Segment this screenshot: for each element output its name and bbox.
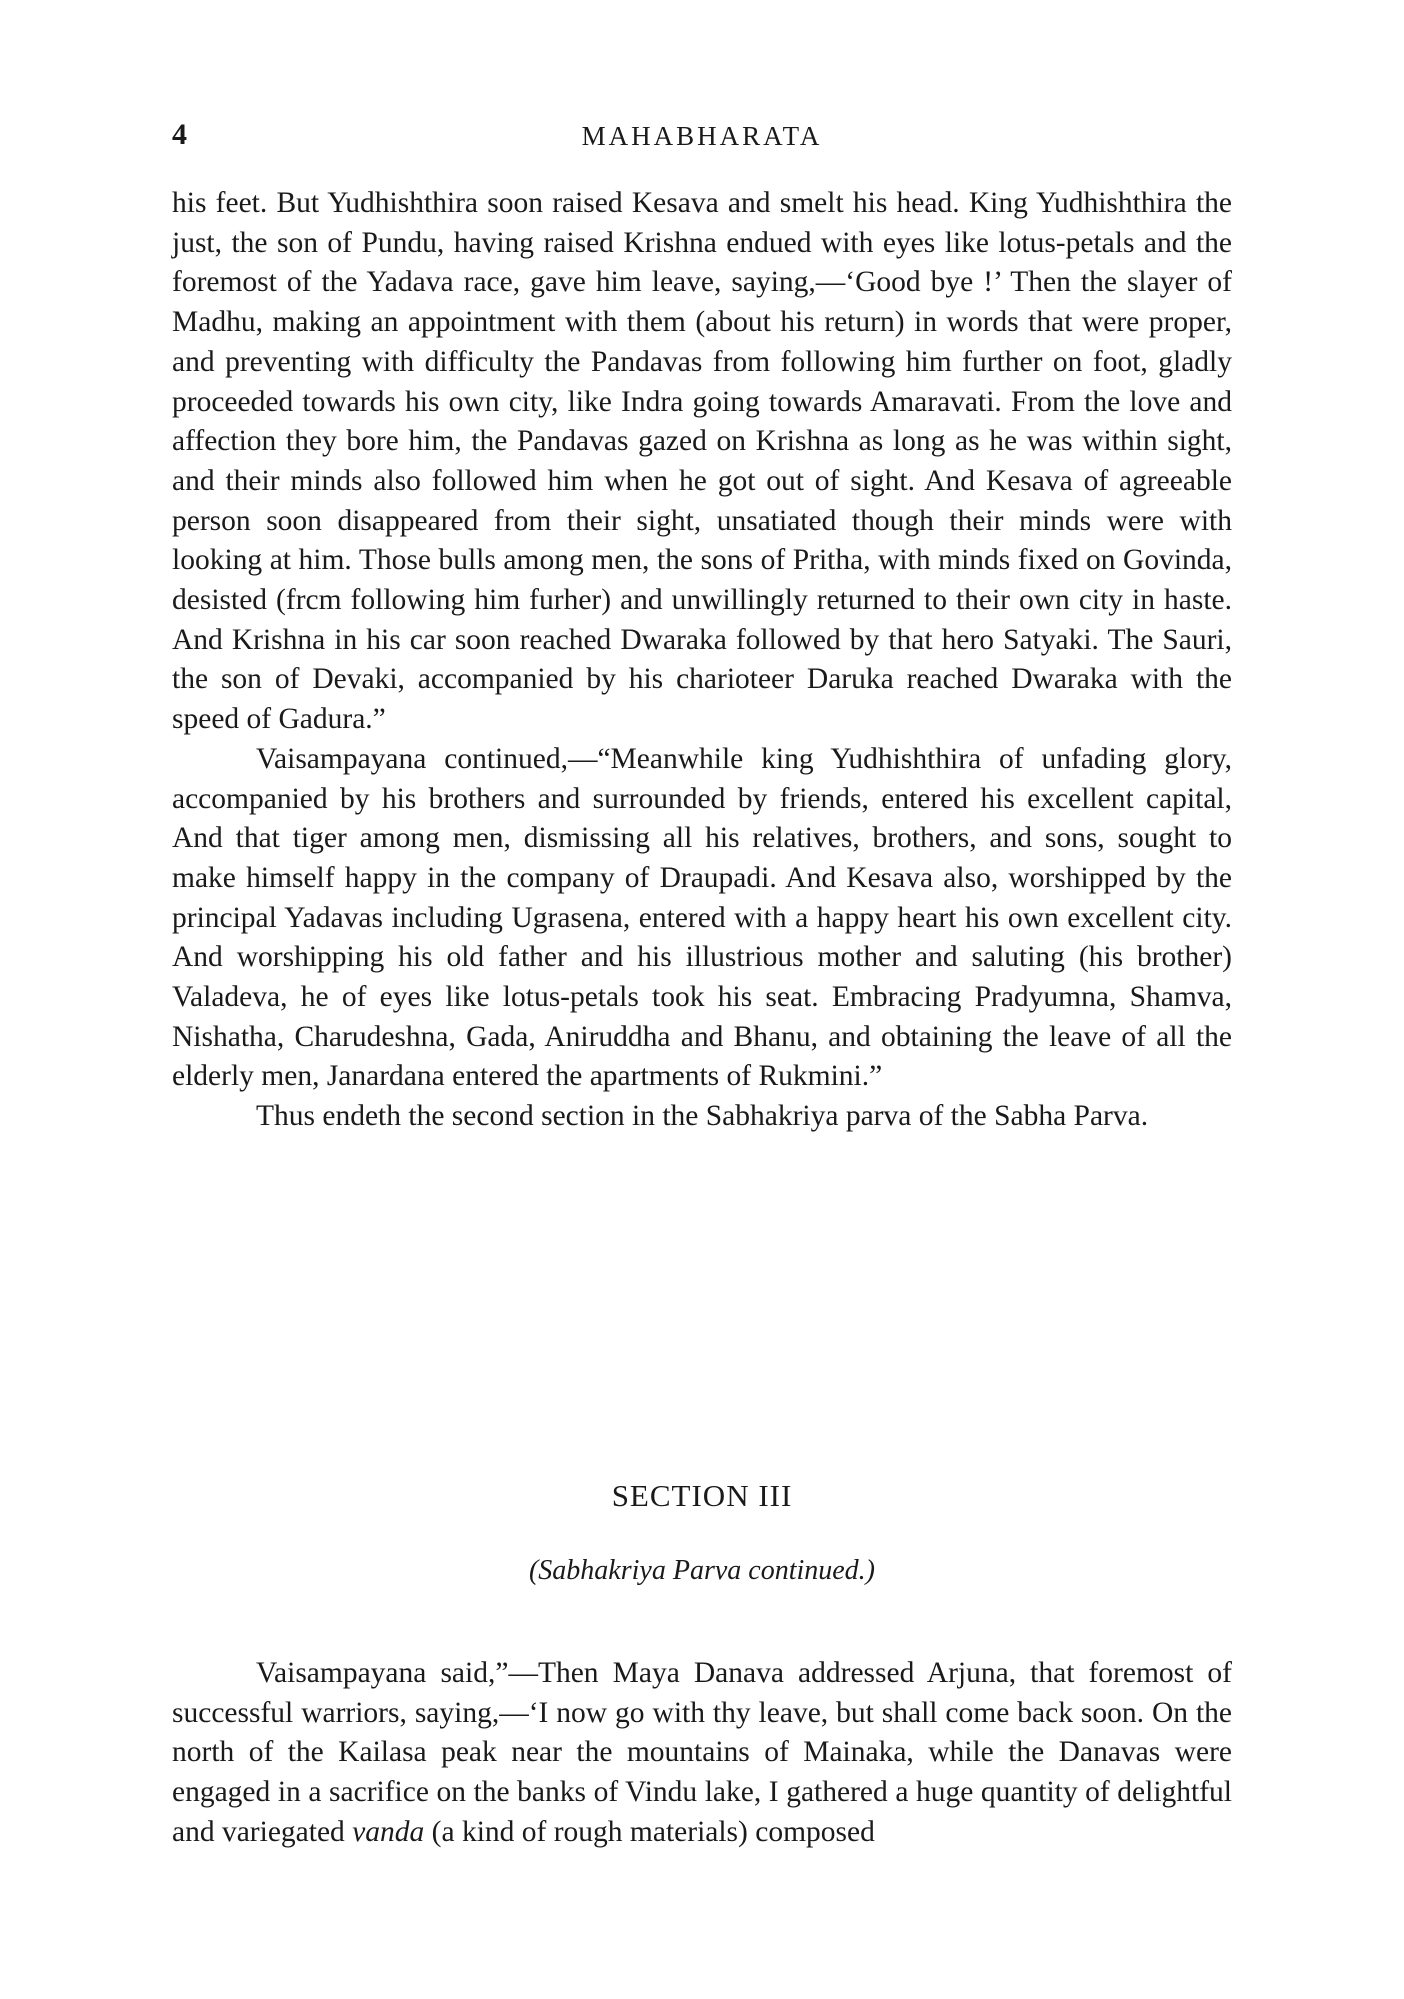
- running-title: MAHABHARATA: [581, 121, 823, 151]
- section-body-text: [172, 1654, 1232, 1853]
- paragraph-text: Vaisampayana said,”—Then Maya Danava addressed Arjuna, that foremost of successful warriors, saying,—‘I now go with thy leave, but shall come back soon. On the north of the Kailasa peak near the mountains of Mainaka, while the Danavas were engaged in a sacrifice on the banks of Vindu lake, I gathered a huge quantity of delightful and variegated: [172, 1657, 1232, 1848]
- paragraph: Thus endeth the second section in the Sabhakriya parva of the Sabha Parva.: [256, 1100, 1149, 1133]
- paragraph: his feet. But Yudhishthira soon raised Kesava and smelt his head. King Yudhishthira the just, the son of Pundu, having raised Krishna endued with eyes like lotus-petals and the foremost of the Yadava race, gave him leave, saying,—‘Good bye !’ Then the slayer of Madhu, making an appointment with them (about his return) in words that were proper, and preventing with difficulty the Pandavas from following him further on foot, gladly proceeded towards his own city, like Indra going towards Amaravati. From the love and affection they bore him, the Pandavas gazed on Krishna as long as he was within sight, and their minds also followed him when he got out of sight. And Kesava of agreeable person soon disappeared from their sight, unsatiated though their minds were with looking at him. Those bulls among men, the sons of Pritha, with minds fixed on Govinda, desisted (frcm following him furher) and unwillingly returned to their own city in haste. And Krishna in his car soon reached Dwaraka followed by that hero Satyaki. The Sauri, the son of Devaki, accompanied by his charioteer Daruka reached Dwaraka with the speed of Gadura.”: [172, 187, 1232, 736]
- paragraph: [172, 1654, 1232, 1853]
- section-heading: SECTION III: [611, 1478, 793, 1513]
- page-header: [172, 118, 1232, 158]
- paragraph-text: (a kind of rough materials) composed: [424, 1815, 875, 1848]
- paragraph: Vaisampayana continued,—“Meanwhile king Yudhishthira of unfading glory, accompanied by his brothers and surrounded by friends, entered his excellent capital, And that tiger among men, dismissing all his relatives, brothers, and sons, sought to make himself happy in the company of Draupadi. And Kesava also, worshipped by the principal Yadavas including Ugrasena, entered with a happy heart his own excellent city. And worshipping his old father and his illustrious mother and saluting (his brother) Valadeva, he of eyes like lotus-petals took his seat. Embracing Pradyumna, Shamva, Nishatha, Charudeshna, Gada, Aniruddha and Bhanu, and obtaining the leave of all the elderly men, Janardana entered the apartments of Rukmini.”: [172, 742, 1232, 1093]
- page-number: 4: [172, 118, 187, 151]
- section-subtitle: (Sabhakriya Parva continued.): [528, 1555, 876, 1586]
- body-text: [172, 184, 1232, 1137]
- italic-term: vanda: [352, 1815, 425, 1848]
